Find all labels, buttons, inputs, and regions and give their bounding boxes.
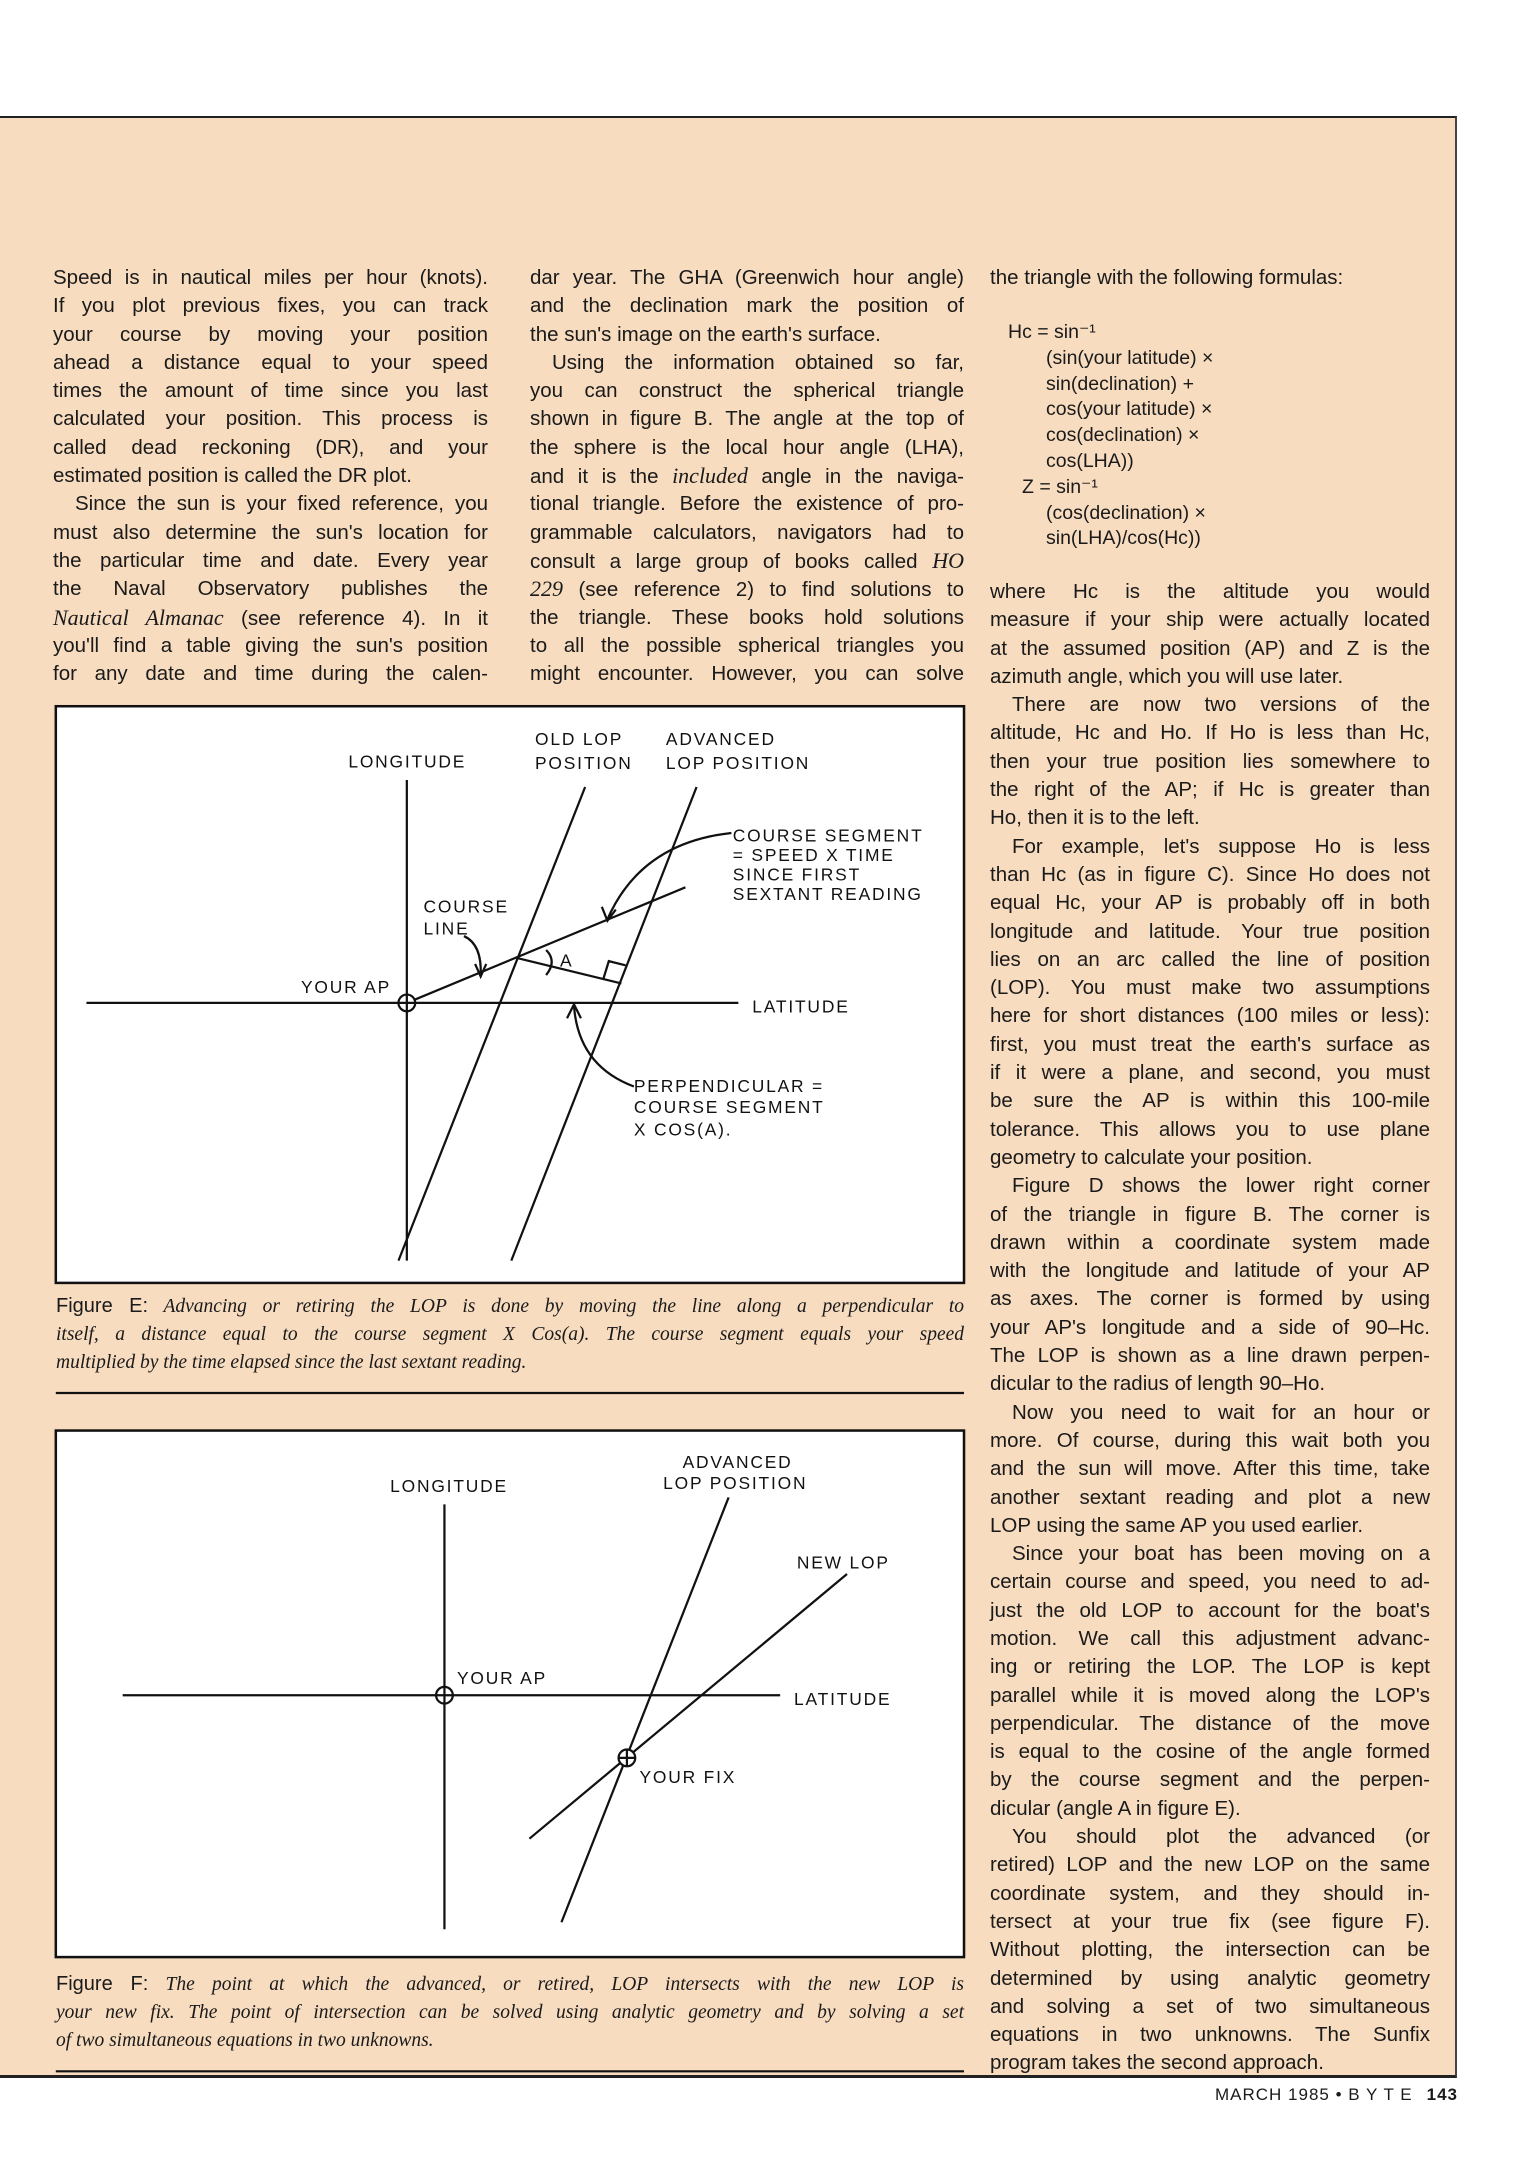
advanced-lop-label: LOP POSITION: [663, 1473, 808, 1494]
text: and the declination mark the position of: [530, 294, 964, 318]
advanced-lop-label: LOP POSITION: [665, 752, 811, 773]
text: longitude and latitude. Your true position: [990, 919, 1430, 943]
text: and solving a set of two simultaneous: [990, 1994, 1430, 2018]
caption-text: your new fix. The point of intersection can be solved using analytic geometry and by solving a set: [56, 2001, 964, 2023]
latitude-label: LATITUDE: [752, 996, 850, 1017]
caption-label: Figure E:: [56, 1295, 149, 1317]
text: tersect at your true fix (see figure F).: [990, 1909, 1430, 1933]
text: to all the possible spherical triangles you: [530, 633, 964, 657]
text: you can construct the spherical triangle: [530, 379, 964, 403]
text: motion. We call this adjustment advanc-: [990, 1626, 1430, 1650]
formula-line: (cos(declination) ×: [1046, 501, 1206, 524]
formula-line: cos(declination) ×: [1046, 424, 1200, 447]
your-fix-label: YOUR FIX: [639, 1766, 737, 1787]
text: azimuth angle, which you will use later.: [990, 664, 1344, 688]
text: the sun's image on the earth's surface.: [530, 322, 881, 346]
text: another sextant reading and plot a new: [990, 1485, 1430, 1509]
perpendicular-label: COURSE SEGMENT: [633, 1096, 825, 1117]
page-number: 143: [1426, 2085, 1458, 2104]
text: parallel while it is moved along the LOP's: [990, 1683, 1430, 1707]
longitude-label: LONGITUDE: [348, 751, 467, 772]
course-segment-label: = SPEED X TIME: [732, 844, 895, 865]
text: (see reference 2) to find solutions to: [563, 578, 964, 602]
text: Using the information obtained so far,: [552, 350, 964, 374]
text: you'll find a table giving the sun's position: [53, 633, 488, 657]
figure-e-caption: [56, 1292, 964, 1378]
formula-line: Z = sin⁻¹: [1022, 475, 1098, 498]
text: drawn within a coordinate system made: [990, 1230, 1430, 1254]
text: times the amount of time since you last: [53, 379, 488, 403]
text: for any date and time during the calen-: [53, 662, 488, 686]
italic-text: included: [672, 463, 748, 489]
advanced-lop-label: ADVANCED: [682, 1452, 793, 1473]
text: than Hc (as in figure C). Since Ho does not: [990, 862, 1430, 886]
text: perpendicular. The distance of the move: [990, 1711, 1430, 1735]
text: the right of the AP; if Hc is greater than: [990, 778, 1430, 802]
text: certain course and speed, you need to ad-: [990, 1570, 1430, 1594]
text: For example, let's suppose Ho is less: [1012, 834, 1430, 858]
text: called dead reckoning (DR), and your: [53, 435, 488, 459]
page-footer: [1215, 2085, 1458, 2105]
text: You should plot the advanced (or: [1012, 1825, 1430, 1849]
text: might encounter. However, you can solve: [530, 662, 964, 686]
text: must also determine the sun's location for: [53, 520, 488, 544]
text: estimated position is called the DR plot.: [53, 464, 412, 488]
text: dar year. The GHA (Greenwich hour angle): [530, 266, 964, 289]
text: by the course segment and the perpen-: [990, 1768, 1430, 1792]
text: as axes. The corner is formed by using: [990, 1287, 1430, 1311]
text: equations in two unknowns. The Sunfix: [990, 2023, 1430, 2047]
course-line-label: COURSE: [423, 896, 509, 917]
text: Since your boat has been moving on a: [1012, 1542, 1430, 1566]
text: lies on an arc called the line of position: [990, 947, 1430, 971]
text: where Hc is the altitude you would: [990, 580, 1430, 603]
text: (LOP). You must make two assumptions: [990, 976, 1430, 1000]
text: the Naval Observatory publishes the: [53, 577, 488, 601]
text: program takes the second approach.: [990, 2051, 1324, 2075]
caption-line: [56, 1349, 964, 1378]
text: dicular (angle A in figure E).: [990, 1796, 1241, 1820]
text: more. Of course, during this wait both you: [990, 1428, 1430, 1452]
caption-line: [56, 1999, 964, 2028]
text: angle in the naviga-: [747, 465, 964, 489]
course-segment-label: SEXTANT READING: [732, 883, 923, 904]
text: your course by moving your position: [53, 322, 488, 346]
text: be sure the AP is within this 100-mile: [990, 1089, 1430, 1113]
text: LOP using the same AP you used earlier.: [990, 1513, 1364, 1537]
text: consult a large group of books called: [530, 549, 933, 573]
text: dicular to the radius of length 90–Ho.: [990, 1372, 1326, 1396]
text: of the triangle in figure B. The corner is: [990, 1202, 1430, 1226]
text: just the old LOP to account for the boat's: [990, 1598, 1430, 1622]
text: coordinate system, and they should in-: [990, 1881, 1430, 1905]
old-lop-label: POSITION: [534, 752, 633, 773]
italic-text: HO: [932, 547, 964, 573]
italic-text: 229: [530, 576, 563, 602]
caption-line: [56, 1292, 964, 1321]
text: Without plotting, the intersection can be: [990, 1938, 1430, 1962]
text: the triangle. These books hold solutions: [530, 605, 964, 629]
advanced-lop-label: ADVANCED: [665, 729, 776, 750]
text: The LOP is shown as a line drawn perpen-: [990, 1344, 1430, 1368]
text: shown in figure B. The angle at the top of: [530, 407, 964, 431]
text: ahead a distance equal to your speed: [53, 350, 488, 374]
figure-e: [56, 706, 964, 1283]
text: tolerance. This allows you to use plane: [990, 1117, 1430, 1141]
text: is equal to the cosine of the angle formed: [990, 1740, 1430, 1764]
old-lop-label: OLD LOP: [534, 729, 624, 750]
text: the particular time and date. Every year: [53, 548, 488, 572]
text: grammable calculators, navigators had to: [530, 520, 964, 544]
course-line-label: LINE: [423, 918, 470, 939]
text: tional triangle. Before the existence of pro-: [530, 492, 964, 516]
figure-e-frame: [56, 706, 964, 1283]
issue-label: MARCH 1985 • B Y T E: [1215, 2085, 1413, 2104]
your-ap-label: YOUR AP: [456, 1668, 548, 1689]
caption-line: [56, 1321, 964, 1350]
text: at the assumed position (AP) and Z is the: [990, 636, 1430, 660]
caption-text: multiplied by the time elapsed since the last sextant reading.: [56, 1352, 527, 1373]
text: Ho, then it is to the left.: [990, 806, 1200, 830]
text: ing or retiring the LOP. The LOP is kept: [990, 1655, 1430, 1679]
text: determined by using analytic geometry: [990, 1966, 1430, 1990]
text: calculated your position. This process is: [53, 407, 488, 431]
text: Speed is in nautical miles per hour (knots).: [53, 266, 488, 289]
caption-label: Figure F:: [56, 1973, 149, 1995]
formula-line: (sin(your latitude) ×: [1046, 346, 1214, 369]
italic-text: Nautical Almanac: [53, 604, 224, 630]
text: and the sun will move. After this time, take: [990, 1457, 1430, 1481]
caption-line: [56, 1970, 964, 1999]
text: Now you need to wait for an hour or: [1012, 1400, 1430, 1424]
text: then your true position lies somewhere to: [990, 749, 1430, 773]
longitude-label: LONGITUDE: [390, 1475, 508, 1496]
text: There are now two versions of the: [1012, 693, 1430, 717]
text: Since the sun is your fixed reference, you: [75, 492, 488, 516]
text: first, you must treat the earth's surface as: [990, 1032, 1430, 1056]
text: geometry to calculate your position.: [990, 1145, 1313, 1169]
text: Figure D shows the lower right corner: [1012, 1174, 1430, 1198]
caption-text: The point at which the advanced, or retired, LOP intersects with the new LOP is: [148, 1974, 965, 1995]
text: if it were a plane, and second, you must: [990, 1061, 1430, 1085]
text: and it is the: [530, 465, 673, 489]
text: your AP's longitude and a side of 90–Hc.: [990, 1315, 1430, 1339]
caption-line: [56, 2027, 964, 2056]
your-ap-label: YOUR AP: [300, 977, 392, 998]
text: retired) LOP and the new LOP on the same: [990, 1853, 1430, 1877]
text: (see reference 4). In it: [223, 606, 488, 630]
caption-text: itself, a distance equal to the course segment X Cos(a). The course segment equals your speed: [56, 1323, 964, 1345]
text: the triangle with the following formulas:: [990, 266, 1344, 289]
course-segment-label: SINCE FIRST: [732, 864, 862, 885]
formula-line: sin(declination) +: [1046, 372, 1194, 395]
text: measure if your ship were actually located: [990, 608, 1430, 632]
caption-text: of two simultaneous equations in two unknowns.: [56, 2030, 434, 2051]
formula-line: cos(your latitude) ×: [1046, 398, 1213, 421]
perpendicular-label: PERPENDICULAR =: [633, 1076, 825, 1097]
angle-a-label: A: [560, 950, 574, 971]
caption-text: Advancing or retiring the LOP is done by moving the line along a perpendicular to: [148, 1296, 964, 1317]
figure-f-caption: [56, 1970, 964, 2056]
formula-line: sin(LHA)/cos(Hc)): [1046, 527, 1201, 550]
text: with the longitude and latitude of your AP: [990, 1259, 1430, 1283]
perpendicular-label: X COS(A).: [633, 1119, 733, 1140]
course-segment-label: COURSE SEGMENT: [732, 825, 924, 846]
text: If you plot previous fixes, you can track: [53, 294, 488, 318]
text: here for short distances (100 miles or less):: [990, 1004, 1430, 1028]
formula-line: cos(LHA)): [1046, 449, 1134, 472]
text: altitude, Hc and Ho. If Ho is less than Hc,: [990, 721, 1430, 745]
text: equal Hc, your AP is probably off in both: [990, 891, 1430, 915]
latitude-label: LATITUDE: [794, 1688, 892, 1709]
new-lop-label: NEW LOP: [796, 1552, 890, 1573]
text: the sphere is the local hour angle (LHA),: [530, 435, 964, 459]
formula-line: Hc = sin⁻¹: [1008, 321, 1096, 343]
